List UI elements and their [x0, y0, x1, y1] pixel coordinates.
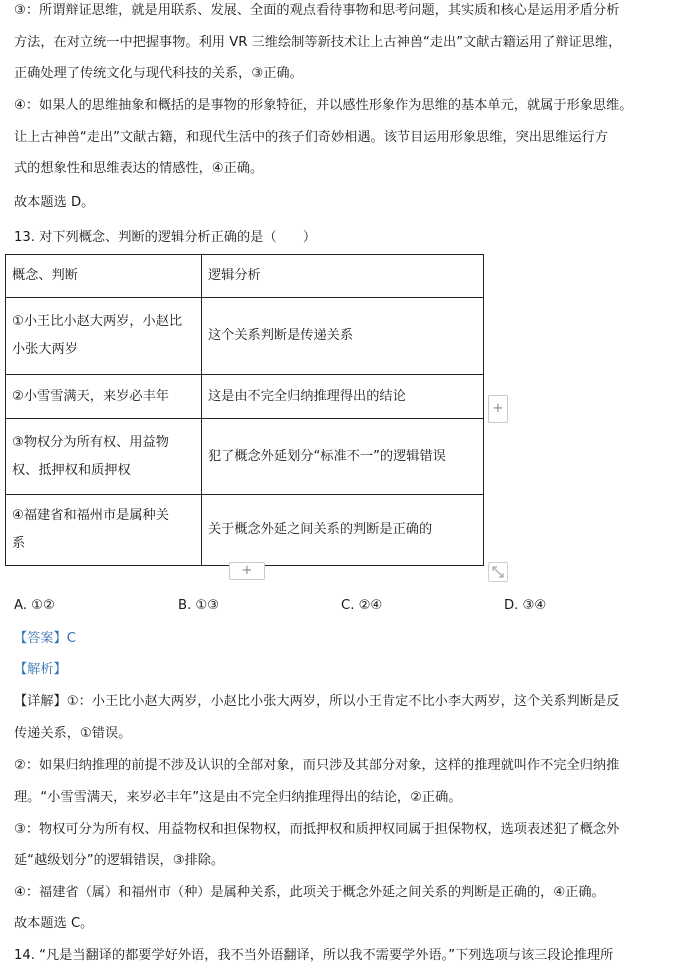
- table-cell: 这是由不完全归纳推理得出的结论: [202, 375, 484, 419]
- detail-line-6: 延“越级划分”的逻辑错误，③排除。: [14, 853, 225, 868]
- intro-line-6: 式的想象性和思维表达的情感性，④正确。: [14, 161, 264, 176]
- cell-text: ①小王比小赵大两岁，小赵比: [12, 314, 183, 329]
- table-header-cell: 概念、判断: [6, 255, 202, 298]
- add-column-button[interactable]: +: [488, 395, 508, 423]
- table-cell: [6, 298, 202, 375]
- option-a: A. ①②: [14, 598, 55, 613]
- table-row: [6, 375, 484, 419]
- option-d: D. ③④: [504, 598, 547, 613]
- resize-handle-icon[interactable]: [488, 562, 508, 582]
- detail-line-3: ②：如果归纳推理的前提不涉及认识的全部对象，而只涉及其部分对象，这样的推理就叫作不完全归纳推: [14, 758, 620, 773]
- detail-line-5: ③：物权可分为所有权、用益物权和担保物权，而抵押权和质押权同属于担保物权，选项表述犯了概念外: [14, 822, 620, 837]
- table-row: [6, 495, 484, 566]
- add-row-button[interactable]: +: [229, 562, 265, 580]
- detail-line-4: 理。“小雪雪满天，来岁必丰年”这是由不完全归纳推理得出的结论，②正确。: [14, 790, 462, 805]
- table-row: [6, 298, 484, 375]
- intro-line-7: 故本题选 D。: [14, 195, 95, 210]
- answer-label: 【答案】C: [14, 631, 76, 646]
- intro-line-2: 方法，在对立统一中把握事物。利用 VR 三维绘制等新技术让上古神兽“走出”文献古籍运用了辩证思维，: [14, 35, 622, 50]
- table-cell: 关于概念外延之间关系的判断是正确的: [202, 495, 484, 566]
- detail-line-8: 故本题选 C。: [14, 916, 94, 931]
- table-cell: [6, 419, 202, 495]
- question-14-stem: 14. “凡是当翻译的都要学好外语，我不当外语翻译，所以我不需要学外语。”下列选项与该三段论推理所: [14, 948, 614, 963]
- cell-text: ④福建省和福州市是属种关: [12, 508, 169, 523]
- table-cell: 犯了概念外延划分“标准不一”的逻辑错误: [202, 419, 484, 495]
- intro-line-3: 正确处理了传统文化与现代科技的关系，③正确。: [14, 66, 303, 81]
- detail-line-2: 传递关系，①错误。: [14, 726, 132, 741]
- option-c: C. ②④: [341, 598, 383, 613]
- question-13-stem: 13. 对下列概念、判断的逻辑分析正确的是（ ）: [14, 230, 317, 245]
- detail-line-1: 【详解】①：小王比小赵大两岁，小赵比小张大两岁，所以小王肯定不比小李大两岁，这个关系判断是反: [14, 694, 620, 709]
- table-cell: ②小雪雪满天，来岁必丰年: [6, 375, 202, 419]
- table-row: [6, 255, 484, 298]
- table-row: [6, 419, 484, 495]
- question-13-table: [5, 254, 484, 566]
- intro-line-4: ④：如果人的思维抽象和概括的是事物的形象特征，并以感性形象作为思维的基本单元，就属于形象思维。: [14, 98, 633, 113]
- table-header-cell: 逻辑分析: [202, 255, 484, 298]
- cell-text: 系: [12, 536, 26, 551]
- detail-line-7: ④：福建省（属）和福州市（种）是属种关系，此项关于概念外延之间关系的判断是正确的，④正确。: [14, 885, 605, 900]
- intro-line-5: 让上古神兽“走出”文献古籍，和现代生活中的孩子们奇妙相遇。该节目运用形象思维，突出思维运行方: [14, 130, 608, 145]
- cell-text: 权、抵押权和质押权: [12, 462, 131, 478]
- intro-line-1: ③：所谓辩证思维，就是用联系、发展、全面的观点看待事物和思考问题，其实质和核心是运用矛盾分析: [14, 3, 620, 18]
- table-cell: [6, 495, 202, 566]
- analysis-label: 【解析】: [14, 662, 67, 677]
- cell-text: 小张大两岁: [12, 342, 78, 357]
- cell-text: ③物权分为所有权、用益物: [12, 434, 169, 450]
- option-b: B. ①③: [178, 598, 220, 613]
- table-cell: 这个关系判断是传递关系: [202, 298, 484, 375]
